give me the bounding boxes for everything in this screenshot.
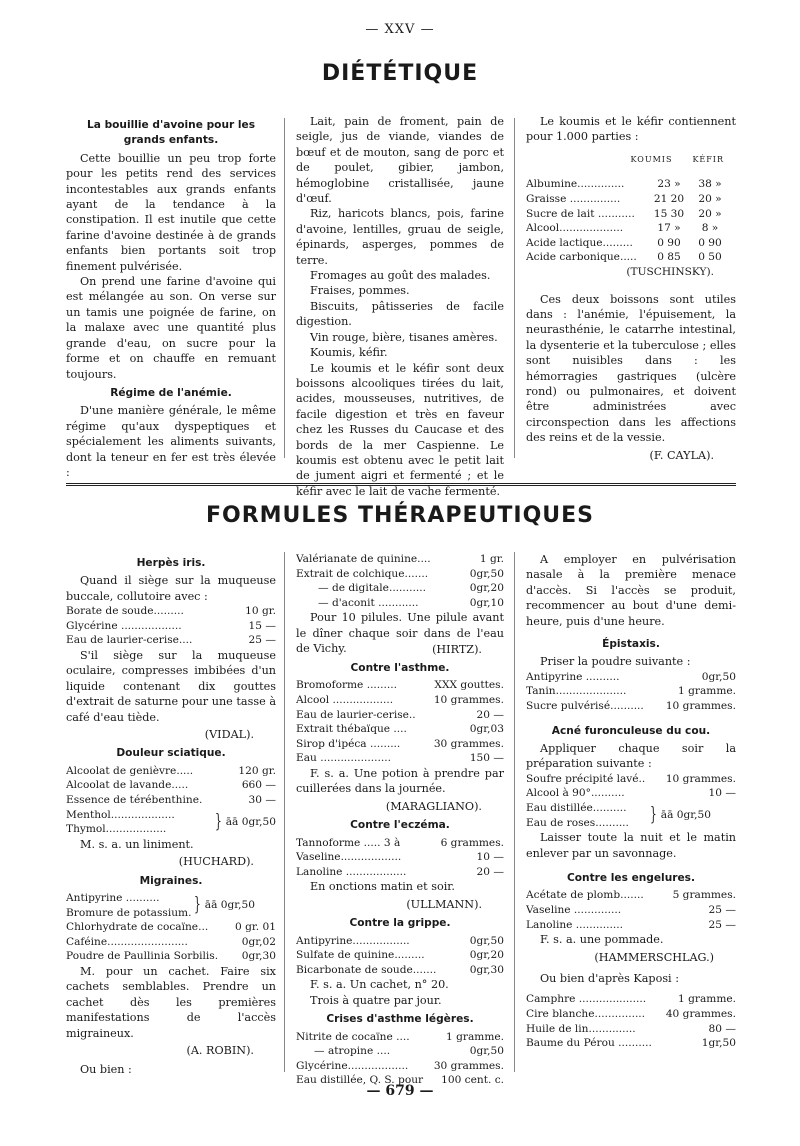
paragraph: Trois à quatre par jour. — [310, 993, 442, 1007]
table-row: Acide carbonique..... 0 85 0 50 — [526, 251, 722, 264]
formules-col-2 — [296, 552, 504, 1088]
recipe-line: Antipyrine .......... — [66, 892, 160, 905]
column-divider — [284, 552, 285, 1072]
recipe-line: Bromoforme ......... XXX gouttes. — [296, 679, 504, 692]
heading-acne: Acné furonculeuse du cou. — [551, 724, 711, 737]
recipe-line: Essence de térébenthine. 30 — — [66, 794, 276, 807]
recipe-line: Camphre .................... 1 gramme. — [526, 993, 736, 1006]
recipe-line: Sucre pulvérisé.......... 10 grammes. — [526, 700, 736, 713]
composition-table — [526, 153, 736, 280]
paragraph: Appliquer chaque soir la préparation suivante : — [526, 742, 736, 771]
page-number: — 679 — — [366, 1083, 434, 1099]
table-row: Graisse ............... 21 20 20 » — [526, 193, 722, 205]
recipe-line: Alcoolat de genièvre..... 120 gr. — [66, 764, 276, 777]
recipe-line: Cire blanche............... 40 grammes. — [526, 1008, 736, 1021]
brace: } — [650, 804, 657, 826]
dietetique-col-2 — [296, 114, 504, 499]
recipe-quantity: āā 0gr,50 — [204, 899, 256, 912]
recipe-line: Alcoolat de lavande..... 660 — — [66, 779, 276, 792]
heading-epistaxis: Épistaxis. — [602, 638, 660, 651]
col-kefir: KÉFIR — [692, 154, 724, 164]
recipe-line: Lanoline .............. 25 — — [526, 918, 736, 931]
recipe-line: Vaseline.................. 10 — — [296, 851, 504, 864]
paragraph: Koumis, kéfir. — [310, 346, 388, 360]
recipe-line: Alcool à 90°.......... 10 — — [526, 787, 736, 800]
recipe-line: Caféine........................ 0gr,02 — [66, 935, 276, 948]
signature: (HIRTZ). — [432, 642, 482, 656]
paragraph: Vin rouge, bière, tisanes amères. — [310, 330, 498, 344]
recipe-line: Acétate de plomb....... 5 grammes. — [526, 889, 736, 902]
recipe-line: Bicarbonate de soude....... 0gr,30 — [296, 963, 504, 976]
recipe-line: Bromure de potassium. — [66, 906, 192, 919]
table-row: Alcool................... 17 » 8 » — [526, 222, 719, 235]
column-divider — [514, 552, 515, 1072]
recipe-line: — atropine .... 0gr,50 — [314, 1045, 504, 1058]
paragraph: F. s. a. une pommade. — [540, 933, 664, 947]
table-row: Sucre de lait ........... 15 30 20 » — [526, 207, 722, 220]
paragraph: Quand il siège sur la muqueuse buccale, collutoire avec : — [66, 574, 276, 603]
paragraph: F. s. a. Un cachet, n° 20. — [310, 978, 449, 992]
table-header — [526, 153, 736, 168]
paragraph: Fraises, pommes. — [310, 284, 410, 298]
recipe-line: Sulfate de quinine......... 0gr,20 — [296, 949, 504, 962]
recipe-line: Nitrite de cocaïne .... 1 gramme. — [296, 1030, 504, 1043]
col-koumis: KOUMIS — [630, 154, 673, 164]
paragraph: Le koumis et le kéfir sont deux boissons alcooliques tirées du lait, acides, mousseuses, nutritives, de facile digestion et très en faveur chez les Russes du Caucase et des bords de la mer Caspienne. Le koumis est obtenu avec le petit lait de jument aigri et fermenté ; et le kéfir avec le lait de vache fermenté. — [296, 361, 504, 498]
paragraph: Cette bouillie un peu trop forte pour les petits rend des services incontestables aux grands enfants ayant de la tendance à la constipation. Il est inutile que cette farine d'avoine destinée à de grands enfants bien portants soit trop finement pulvérisée. — [66, 151, 276, 273]
formules-col-1 — [66, 552, 276, 1078]
recipe-line: Vaseline .............. 25 — — [526, 904, 736, 917]
recipe-brace-group — [66, 891, 276, 920]
section-title-dietetique: DIÉTÉTIQUE — [321, 61, 479, 86]
dietetique-col-3 — [526, 114, 736, 467]
formules-col-3 — [526, 552, 736, 1051]
recipe-line: Antipyrine................. 0gr,50 — [296, 934, 504, 947]
paragraph: F. s. a. Une potion à prendre par cuillerées dans la journée. — [296, 766, 504, 796]
recipe-line: Borate de soude......... 10 gr. — [66, 605, 276, 618]
recipe-line: Tannoforme ..... 3 à 6 grammes. — [296, 836, 504, 849]
source-citation: (TUSCHINSKY). — [626, 265, 714, 278]
paragraph: S'il siège sur la muqueuse oculaire, compresses imbibées d'un liquide contenant dix gouttes d'extrait de saturne pour une tasse à café d'eau tiède. — [66, 649, 276, 724]
page-header-roman: — XXV — — [365, 22, 435, 37]
signature: (F. CAYLA). — [649, 448, 714, 462]
recipe-line: Glycérine .................. 15 — — [66, 619, 276, 632]
paragraph: Priser la poudre suivante : — [540, 655, 691, 669]
paragraph: M. pour un cachet. Faire six cachets semblables. Prendre un cachet dès les premières manifestations de l'accès migraineux. — [66, 965, 276, 1040]
heading-migraines: Migraines. — [139, 874, 203, 887]
heading-engelures: Contre les engelures. — [567, 872, 695, 885]
recipe-line: — d'aconit ............ 0gr,10 — [318, 596, 504, 609]
recipe-line: Lanoline .................. 20 — — [296, 865, 504, 878]
dietetique-col-1 — [66, 114, 276, 480]
recipe-line: Poudre de Paullinia Sorbilis. 0gr,30 — [66, 950, 276, 963]
heading-sciatique: Douleur sciatique. — [116, 747, 226, 760]
recipe-line: Eau distillée, Q. S. pour 100 cent. c. — [296, 1074, 504, 1087]
recipe-quantity: āā 0gr,50 — [225, 815, 276, 828]
column-divider — [514, 118, 515, 458]
paragraph: On prend une farine d'avoine qui est mélangée au son. On verse sur un tamis une poignée de farine, on la malaxe avec une quantité plus grande d'eau, on sucre pour la forme et on chauffe en remuant toujours. — [66, 275, 276, 381]
recipe-line: — de digitale........... 0gr,20 — [318, 582, 504, 595]
brace: } — [214, 810, 222, 833]
signature: (HAMMERSCHLAG.) — [594, 950, 714, 964]
recipe-line: Alcool .................. 10 grammes. — [296, 694, 504, 706]
signature: (HUCHARD). — [178, 855, 254, 869]
signature: (A. ROBIN). — [186, 1044, 254, 1058]
paragraph: Ou bien : — [80, 1063, 132, 1077]
paragraph: Laisser toute la nuit et le matin enlever par un savonnage. — [526, 831, 736, 860]
recipe-line: Eau de laurier-cerise.... 25 — — [66, 634, 276, 647]
paragraph: Ces deux boissons sont utiles dans : l'anémie, l'épuisement, la neurasthénie, le catarrhe intestinal, la dysenterie et la tuberculose ; elles sont nuisibles dans : les hémorragies gastriques (ulcère rond) ou pulmonaires, et doivent être administrées avec circonspection dans les affections des reins et de la vessie. — [526, 292, 736, 445]
recipe-line: Extrait de colchique....... 0gr,50 — [296, 567, 504, 580]
section-divider — [66, 483, 736, 488]
paragraph: M. s. a. un liniment. — [80, 837, 194, 851]
recipe-line: Chlorhydrate de cocaïne... 0 gr. 01 — [66, 921, 276, 934]
paragraph: Riz, haricots blancs, pois, farine d'avoine, lentilles, gruau de seigle, épinards, asperges, pommes de terre. — [296, 207, 504, 267]
recipe-line: Eau ..................... 150 — — [296, 752, 504, 765]
signature: (ULLMANN). — [406, 897, 482, 911]
heading-anemie: Régime de l'anémie. — [110, 386, 232, 399]
paragraph: En onctions matin et soir. — [310, 880, 455, 894]
recipe-line: Baume du Pérou .......... 1gr,50 — [526, 1037, 736, 1050]
paragraph: Le koumis et le kéfir contiennent pour 1.000 parties : — [526, 115, 736, 144]
recipe-brace-group — [66, 808, 276, 837]
paragraph: Pour 10 pilules. Une pilule avant le dîner chaque soir dans de l'eau de Vichy. — [296, 611, 504, 656]
paragraph: Fromages au goût des malades. — [310, 269, 491, 283]
column-divider — [284, 118, 285, 458]
section-title-formules: FORMULES THÉRAPEUTIQUES — [205, 503, 595, 528]
recipe-quantity: āā 0gr,50 — [660, 809, 712, 822]
recipe-line: Glycérine.................. 30 grammes. — [296, 1059, 504, 1072]
paragraph: D'une manière générale, le même régime qu'aux dyspeptiques et spécialement les aliments suivants, dont la teneur en fer est très élevée : — [66, 404, 276, 479]
recipe-line: Antipyrine .......... 0gr,50 — [526, 670, 736, 683]
heading-asthme: Contre l'asthme. — [350, 662, 450, 674]
paragraph: Ou bien d'après Kaposi : — [540, 972, 679, 986]
recipe-line: Valérianate de quinine.... 1 gr. — [296, 553, 504, 565]
table-row: Acide lactique......... 0 90 0 90 — [526, 236, 722, 249]
recipe-line: Soufre précipité lavé.. 10 grammes. — [526, 772, 736, 785]
heading-grippe: Contre la grippe. — [349, 917, 451, 930]
paragraph: Lait, pain de froment, pain de seigle, jus de viande, viandes de bœuf et de mouton, sang de porc et de poulet, gibier, jambon, hémoglobine cristallisée, jaune d'œuf. — [296, 115, 504, 206]
recipe-line: Tanin..................... 1 gramme. — [526, 685, 736, 698]
heading-herpes: Herpès iris. — [136, 557, 206, 569]
table-row: Albumine.............. 23 » 38 » — [526, 178, 722, 191]
signature: (VIDAL). — [204, 728, 254, 742]
heading-crises-asthme: Crises d'asthme légères. — [326, 1013, 474, 1026]
paragraph: Biscuits, pâtisseries de facile digestion. — [296, 299, 504, 329]
paragraph: A employer en pulvérisation nasale à la première menace d'accès. Si l'accès se produit, recommencer au bout d'une demi-heure, puis d'une heure. — [526, 553, 736, 628]
recipe-line: Menthol................... — [66, 808, 175, 821]
heading-bouillie: La bouillie d'avoine pour les grands enfants. — [86, 119, 256, 147]
signature: (MARAGLIANO). — [385, 799, 482, 813]
recipe-line: Extrait thébaïque .... 0gr,03 — [296, 723, 504, 736]
heading-eczema: Contre l'eczéma. — [350, 819, 450, 832]
recipe-line: Eau de laurier-cerise.. 20 — — [296, 708, 504, 721]
brace: } — [194, 894, 201, 916]
recipe-line: Huile de lin.............. 80 — — [526, 1022, 736, 1035]
recipe-brace-group — [526, 801, 736, 830]
recipe-line: Thymol.................. — [66, 823, 167, 836]
recipe-line: Eau de roses.......... — [526, 816, 629, 829]
recipe-line: Eau distillée.......... — [526, 802, 627, 815]
recipe-line: Sirop d'ipéca ......... 30 grammes. — [296, 737, 504, 750]
